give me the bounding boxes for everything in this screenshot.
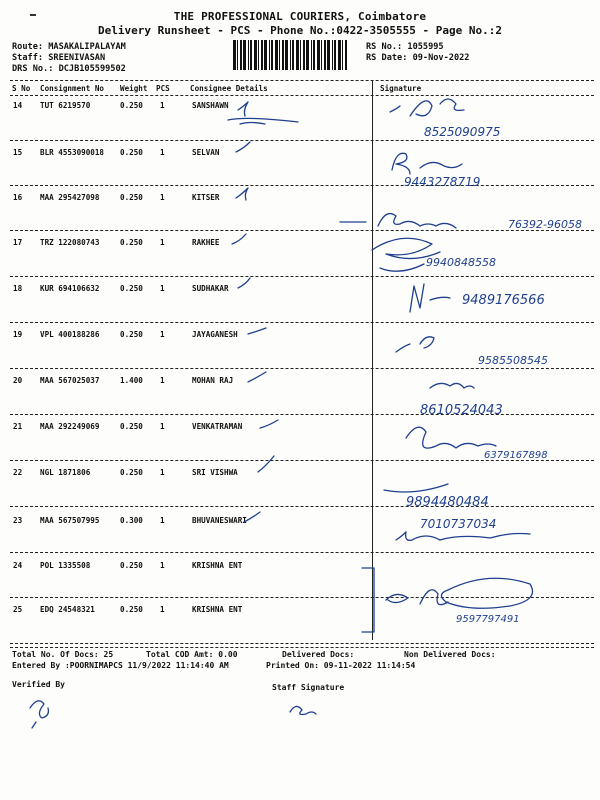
col-consignment: Consignment No — [40, 84, 105, 93]
tick-mark — [236, 142, 250, 152]
row-pcs: 1 — [160, 148, 165, 157]
row-pcs: 1 — [160, 605, 165, 614]
non-delivered-docs: Non Delivered Docs: — [404, 650, 496, 659]
col-pcs: PCS — [156, 84, 170, 93]
row-consignee: JAYAGANESH — [192, 330, 238, 339]
row-sno: 21 — [13, 422, 23, 431]
rs-number: RS No.: 1055995 — [366, 42, 444, 52]
row-consignee: KRISHNA ENT — [192, 561, 243, 570]
signature-23 — [396, 532, 530, 540]
row-pcs: 1 — [160, 376, 165, 385]
handwritten-phone: 9489176566 — [462, 293, 545, 308]
signature-18 — [410, 284, 450, 312]
row-consignee: VENKATRAMAN — [192, 422, 243, 431]
handwritten-phone: 9940848558 — [426, 256, 496, 269]
delivered-docs: Delivered Docs: — [282, 650, 355, 659]
tick-mark — [236, 188, 248, 200]
row-consignee: SRI VISHWA — [192, 468, 238, 477]
row-consignee: KRISHNA ENT — [192, 605, 243, 614]
row-pcs: 1 — [160, 238, 165, 247]
printed-on: Printed On: 09-11-2022 11:14:54 — [266, 661, 416, 670]
entered-by: Entered By :POORNIMAPCS 11/9/2022 11:14:40 AM — [12, 661, 229, 670]
row-consignee: KITSER — [192, 193, 220, 202]
verified-signature — [30, 701, 48, 728]
row-consignment: MAA 567025037 — [40, 376, 100, 385]
row-consignment: KUR 694106632 — [40, 284, 100, 293]
tick-mark — [248, 328, 266, 334]
handwritten-phone: 9894480484 — [406, 495, 489, 510]
row-consignment: VPL 400188286 — [40, 330, 100, 339]
tick-mark — [244, 512, 260, 522]
row-weight: 1.400 — [120, 376, 143, 385]
row-sno: 19 — [13, 330, 23, 339]
verified-by-label: Verified By — [12, 680, 65, 689]
row-sno: 15 — [13, 148, 23, 157]
row-weight: 0.250 — [120, 148, 143, 157]
document-subtitle: Delivery Runsheet - PCS - Phone No.:0422-3505555 - Page No.:2 — [98, 24, 502, 37]
signature-21 — [406, 427, 496, 448]
row-sno: 23 — [13, 516, 23, 525]
tick-mark — [238, 102, 248, 116]
row-consignee: RAKHEE — [192, 238, 220, 247]
col-sno: S No — [12, 84, 31, 93]
row-pcs: 1 — [160, 330, 165, 339]
total-cod: Total COD Amt: 0.00 — [146, 650, 238, 659]
bracket-mark — [362, 568, 374, 632]
staff-label: Staff: SREENIVASAN — [12, 53, 106, 63]
row-sno: 16 — [13, 193, 23, 202]
tick-mark — [238, 278, 250, 288]
row-pcs: 1 — [160, 193, 165, 202]
scribble-mark — [228, 118, 298, 124]
col-consignee: Consignee Details — [190, 84, 268, 93]
row-pcs: 1 — [160, 516, 165, 525]
row-weight: 0.250 — [120, 561, 143, 570]
handwritten-phone: 76392-96058 — [508, 218, 582, 231]
row-sno: 25 — [13, 605, 23, 614]
handwritten-phone: 9443278719 — [404, 175, 481, 189]
handwritten-phone: 8610524043 — [420, 403, 503, 418]
row-pcs: 1 — [160, 561, 165, 570]
drs-number: DRS No.: DCJB105599502 — [12, 64, 126, 74]
row-pcs: 1 — [160, 101, 165, 110]
footer-rule — [10, 647, 594, 648]
signature-24 — [386, 590, 448, 605]
row-consignment: TUT 6219570 — [40, 101, 91, 110]
signature-22 — [384, 484, 448, 492]
row-sno: 22 — [13, 468, 23, 477]
handwritten-phone: 8525090975 — [424, 125, 501, 139]
row-pcs: 1 — [160, 468, 165, 477]
row-consignment: NGL 1871806 — [40, 468, 91, 477]
row-consignment: MAA 567507995 — [40, 516, 100, 525]
handwritten-phone: 7010737034 — [420, 517, 497, 531]
row-sno: 18 — [13, 284, 23, 293]
tick-mark — [232, 234, 246, 244]
row-pcs: 1 — [160, 284, 165, 293]
row-consignee: SUDHAKAR — [192, 284, 229, 293]
row-sno: 24 — [13, 561, 23, 570]
row-sno: 14 — [13, 101, 23, 110]
row-sno: 17 — [13, 238, 23, 247]
row-consignee: SANSHAWN — [192, 101, 229, 110]
row-pcs: 1 — [160, 422, 165, 431]
signature-15 — [392, 153, 462, 174]
signature-25 — [441, 578, 532, 608]
row-weight: 0.250 — [120, 330, 143, 339]
tick-mark — [258, 456, 274, 472]
row-consignment: MAA 292249069 — [40, 422, 100, 431]
row-weight: 0.250 — [120, 193, 143, 202]
handwritten-phone: 9597797491 — [456, 614, 520, 625]
row-consignment: TRZ 122080743 — [40, 238, 100, 247]
handwritten-phone: 6379167898 — [484, 450, 548, 461]
route-label: Route: MASAKALIPALAYAM — [12, 42, 126, 52]
row-consignment: MAA 295427098 — [40, 193, 100, 202]
company-title: THE PROFESSIONAL COURIERS, Coimbatore — [173, 10, 427, 23]
row-weight: 0.300 — [120, 516, 143, 525]
signature-19 — [396, 337, 434, 352]
row-sno: 20 — [13, 376, 23, 385]
tick-mark — [248, 372, 266, 382]
row-consignment: EDQ 24548321 — [40, 605, 95, 614]
staff-signature-label: Staff Signature — [272, 683, 345, 692]
signature-14 — [390, 99, 464, 116]
row-weight: 0.250 — [120, 468, 143, 477]
row-consignee: SELVAN — [192, 148, 220, 157]
signature-16 — [340, 214, 456, 228]
row-consignee: BHUVANESWARI — [192, 516, 247, 525]
total-docs: Total No. Of Docs: 25 — [12, 650, 114, 659]
col-weight: Weight — [120, 84, 148, 93]
staff-signature-mark — [290, 706, 316, 714]
handwritten-phone: 9585508545 — [478, 354, 548, 367]
row-consignee: MOHAN RAJ — [192, 376, 234, 385]
row-consignment: POL 1335508 — [40, 561, 91, 570]
signature-20 — [430, 383, 474, 388]
col-signature: Signature — [380, 84, 422, 93]
row-consignment: BLR 4553090018 — [40, 148, 105, 157]
row-weight: 0.250 — [120, 238, 143, 247]
row-weight: 0.250 — [120, 101, 143, 110]
row-weight: 0.250 — [120, 605, 143, 614]
row-weight: 0.250 — [120, 284, 143, 293]
rs-date: RS Date: 09-Nov-2022 — [366, 53, 470, 63]
row-weight: 0.250 — [120, 422, 143, 431]
tick-mark — [260, 420, 278, 428]
